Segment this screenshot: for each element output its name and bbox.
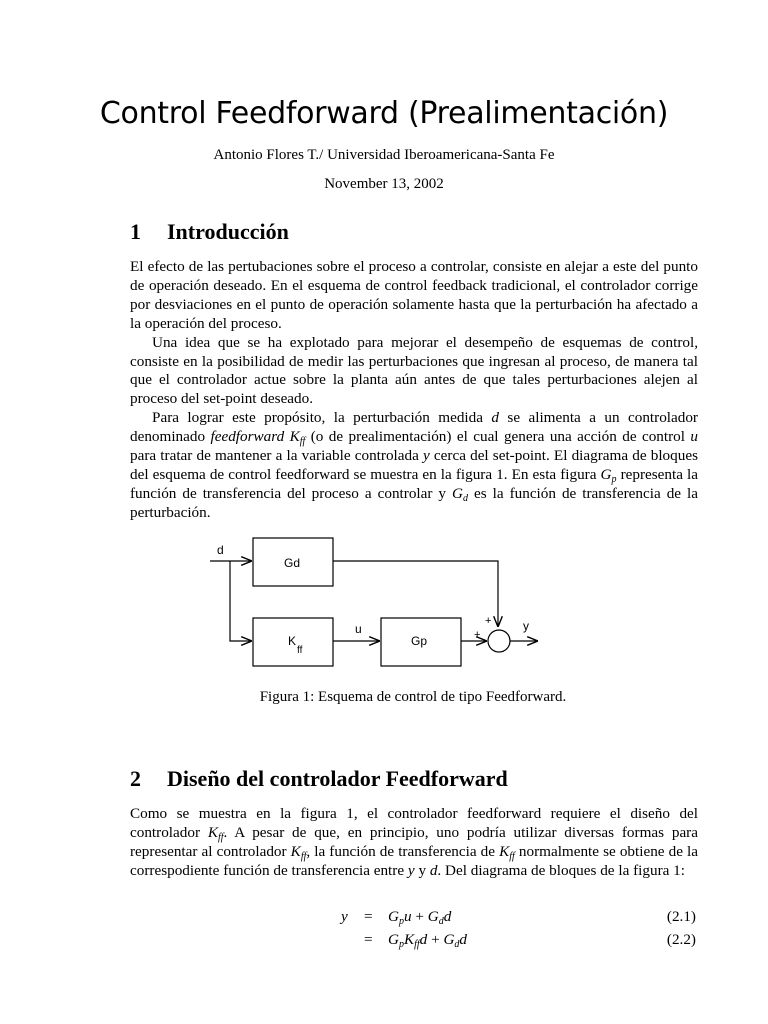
section-1-body [130, 258, 698, 523]
paragraph-2: Una idea que se ha explotado para mejorar el desempeño de esquemas de control, consiste en la posibilidad de medir las perturbaciones que ingresan al proceso, de manera tal que el controlador actue sobre la planta aún antes de que tales perturbaciones alejen al proceso del set-point deseado. [130, 333, 698, 408]
section-2-body [130, 805, 698, 881]
block-diagram [200, 535, 560, 675]
gd-label: Gd [284, 556, 301, 570]
plus-sign-left: + [474, 629, 481, 641]
gd-to-sum-arrow [333, 561, 498, 627]
section-heading-1 [130, 219, 289, 245]
figure-caption: Figura 1: Esquema de control de tipo Feedforward. [259, 689, 567, 705]
equation-row [130, 908, 698, 931]
section-title: Introducción [167, 219, 289, 244]
d-label: d [217, 543, 224, 557]
paragraph-1: El efecto de las pertubaciones sobre el proceso a controlar, consiste en alejar a este del punto de operación deseado. En el esquema de control feedback tradicional, el controlador corrige por desviaciones en el punto de operación solamente hasta que la perturbación ha afectado a la operación del proceso. [130, 258, 698, 332]
equation-number: (2.2) [666, 931, 696, 948]
paper-title: Control Feedforward (Prealimentación) [99, 96, 669, 131]
u-label: u [355, 622, 362, 636]
section-heading-2 [130, 766, 508, 792]
summing-junction [488, 630, 510, 652]
paragraph-3: Para lograr este propósito, la perturbación medida d se alimenta a un controlador denominado feedforward $K_{ff}$ (o de prealimentación) el cual genera una acción de control u para tratar de mantener a la variable controlada y cerca del set-point. El diagrama de bloques del esquema de control feedforward se muestra en la figura 1. En esta figura $G_p$ representa la función de transferencia del proceso a controlar y $G_d$ es la función de transferencia de la perturbación. [130, 409, 699, 521]
kff-label: K [288, 634, 297, 648]
section-number: 1 [130, 219, 141, 244]
section-number: 2 [130, 766, 141, 791]
paragraph-4: Como se muestra en la figura 1, el controlador feedforward requiere el diseño del controlador $K_{ff}$. A pesar de que, en principio, uno podría utilizar diversas formas para representar al controlador $K_{ff}$, la función de transferencia de $K_{ff}$ normalmente se obtiene de la correspodiente función de transferencia entre y y d. Del diagrama de bloques de la figura 1: [130, 805, 699, 879]
kff-subscript: ff [297, 645, 303, 656]
equations-block [130, 908, 698, 954]
d-to-kff-arrow [230, 561, 252, 641]
equation-lhs: y [341, 908, 348, 925]
equation-number: (2.1) [666, 908, 696, 925]
date-line: November 13, 2002 [324, 176, 444, 192]
author-line: Antonio Flores T./ Universidad Iberoamericana-Santa Fe [213, 147, 555, 163]
plus-sign-top: + [485, 615, 492, 627]
gp-label: Gp [411, 634, 428, 648]
equation-rhs: $G_pu + G_dd$ [388, 908, 452, 927]
equation-rhs: $G_pK_{ff}d + G_dd$ [388, 931, 467, 950]
equals-sign: = [364, 908, 373, 925]
equation-row [130, 931, 698, 954]
section-title: Diseño del controlador Feedforward [167, 766, 508, 791]
y-label: y [523, 619, 529, 633]
equals-sign: = [364, 931, 373, 948]
